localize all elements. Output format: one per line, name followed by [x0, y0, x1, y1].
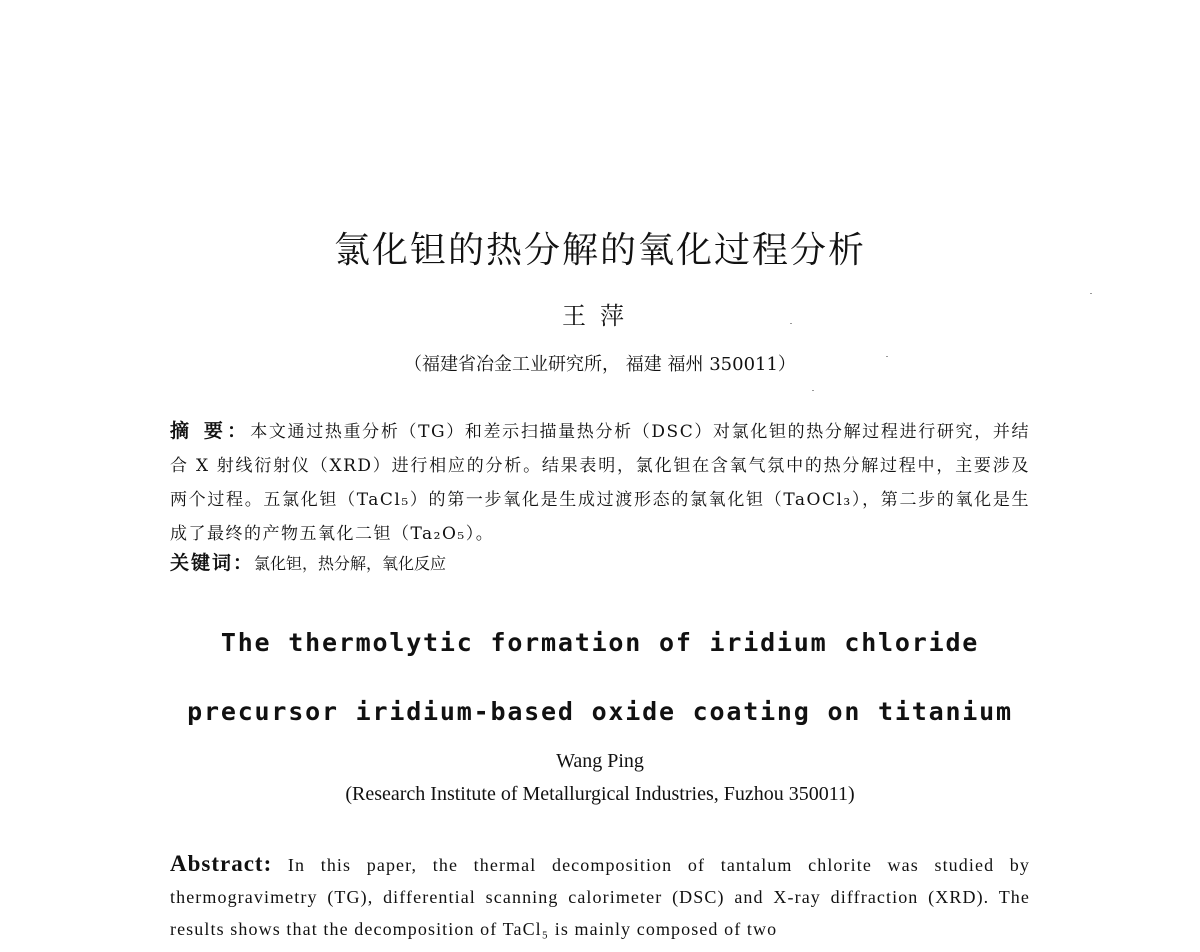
chinese-abstract-label: 摘 要：	[170, 420, 251, 442]
scan-speck	[790, 323, 792, 324]
english-title-line-1: The thermolytic formation of iridium chloride	[220, 628, 980, 657]
chinese-title: 氯化钽的热分解的氧化过程分析	[333, 230, 866, 271]
scan-speck	[812, 390, 814, 391]
english-abstract-text: In this paper, the thermal decomposition of tantalum chlorite was studied by thermogravimetry (TG), differential scanning calorimeter (DSC) and X-ray diffraction (XRD). The results shows that the decomposition of TaCl₅ is mainly composed of two	[170, 855, 1030, 939]
scan-speck	[886, 356, 888, 357]
chinese-affiliation: （福建省冶金工业研究所， 福建 福州 350011）	[404, 354, 796, 375]
english-author: Wang Ping	[556, 750, 644, 772]
chinese-abstract-text: 本文通过热重分析（TG）和差示扫描量热分析（DSC）对氯化钽的热分解过程进行研究，并结合 X 射线衍射仪（XRD）进行相应的分析。结果表明，氯化钽在含氧气氛中的热分解过程中，主要涉及两个过程。五氯化钽（TaCl₅）的第一步氧化是生成过渡形态的氯氧化钽（TaOCl₃），第二步的氧化是生成了最终的产物五氧化二钽（Ta₂O₅）。	[170, 422, 1031, 544]
english-title-line-2: precursor iridium-based oxide coating on titanium	[187, 697, 1013, 726]
english-abstract-label: Abstract:	[170, 851, 273, 876]
scan-speck	[1090, 293, 1092, 294]
english-affiliation: (Research Institute of Metallurgical Industries, Fuzhou 350011)	[345, 783, 855, 805]
chinese-keywords-label: 关键词：	[170, 552, 255, 574]
chinese-abstract	[170, 414, 1030, 551]
chinese-author: 王萍	[562, 302, 638, 330]
english-abstract	[170, 848, 1030, 945]
chinese-keywords-text: 氯化钽，热分解，氧化反应	[254, 554, 447, 573]
chinese-keywords	[170, 548, 1030, 575]
